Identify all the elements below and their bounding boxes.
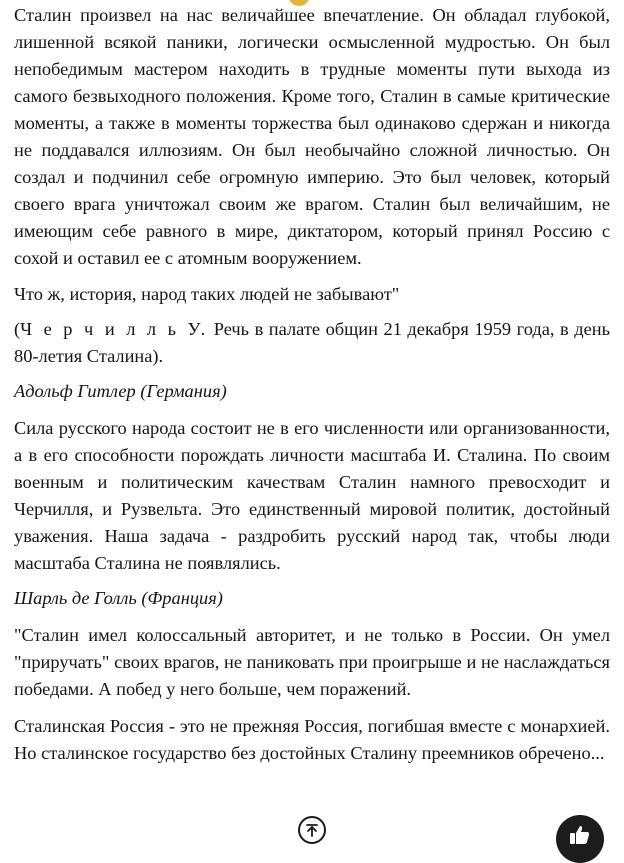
degaulle-heading: Шарль де Голль (Франция): [14, 588, 223, 608]
churchill-quote-paragraph: Сталин произвел на нас величайшее впечатление. Он обладал глубокой, лишенной всякой паники, логически осмысленной мудростью. Он был непобедимым мастером находить в трудные моменты пути выхода из самого безвыходного положения. Кроме того, Сталин в самые критические моменты, а также в моменты торжества был одинаково сдержан и никогда не поддавался иллюзиям. Он был необычайно сложной личностью. Он создал и подчинил себе огромную империю. Это был человек, который своего врага уничтожал своим же врагом. Сталин был величайшим, не имеющим себе равного в мире, диктатором, который принял Россию с сохой и оставил ее с атомным вооружением.: [14, 5, 610, 268]
degaulle-quote-paragraph: "Сталин имел колоссальный авторитет, и не только в России. Он умел "приручать" своих врагов, не паниковать при проигрыше и не наслаждаться победами. А побед у него больше, чем поражений.: [14, 625, 610, 699]
article-body: [14, 0, 610, 767]
scroll-to-top-button[interactable]: [298, 816, 326, 844]
hitler-heading: Адольф Гитлер (Германия): [14, 381, 227, 401]
source-author: Ч е р ч и л л ь У.: [20, 319, 209, 339]
source-open-paren: (: [14, 319, 21, 339]
thumbs-up-icon: [568, 823, 592, 847]
source-details: Речь в палате общин 21 декабря 1959 года, в день 80-летия Сталина).: [14, 319, 611, 366]
like-button[interactable]: [556, 815, 604, 863]
churchill-source-citation: [14, 316, 610, 370]
arrow-up-circle-icon: [304, 822, 320, 838]
degaulle-quote-paragraph-2: Сталинская Россия - это не прежняя Россия, погибшая вместе с монархией. Но сталинское государство без достойных Сталину преемников обречено...: [14, 716, 610, 763]
hitler-quote-paragraph: Сила русского народа состоит не в его численности или организованности, а в его способности порождать личности масштаба И. Сталина. По своим военным и политическим качествам Сталин намного превосходит и Черчилля, и Рузвельта. Это единственный мировой политик, достойный уважения. Наша задача - раздробить русский народ так, чтобы люди масштаба Сталина не появлялись.: [14, 418, 610, 573]
churchill-quote-ending: Что ж, история, народ таких людей не забывают": [14, 284, 400, 304]
